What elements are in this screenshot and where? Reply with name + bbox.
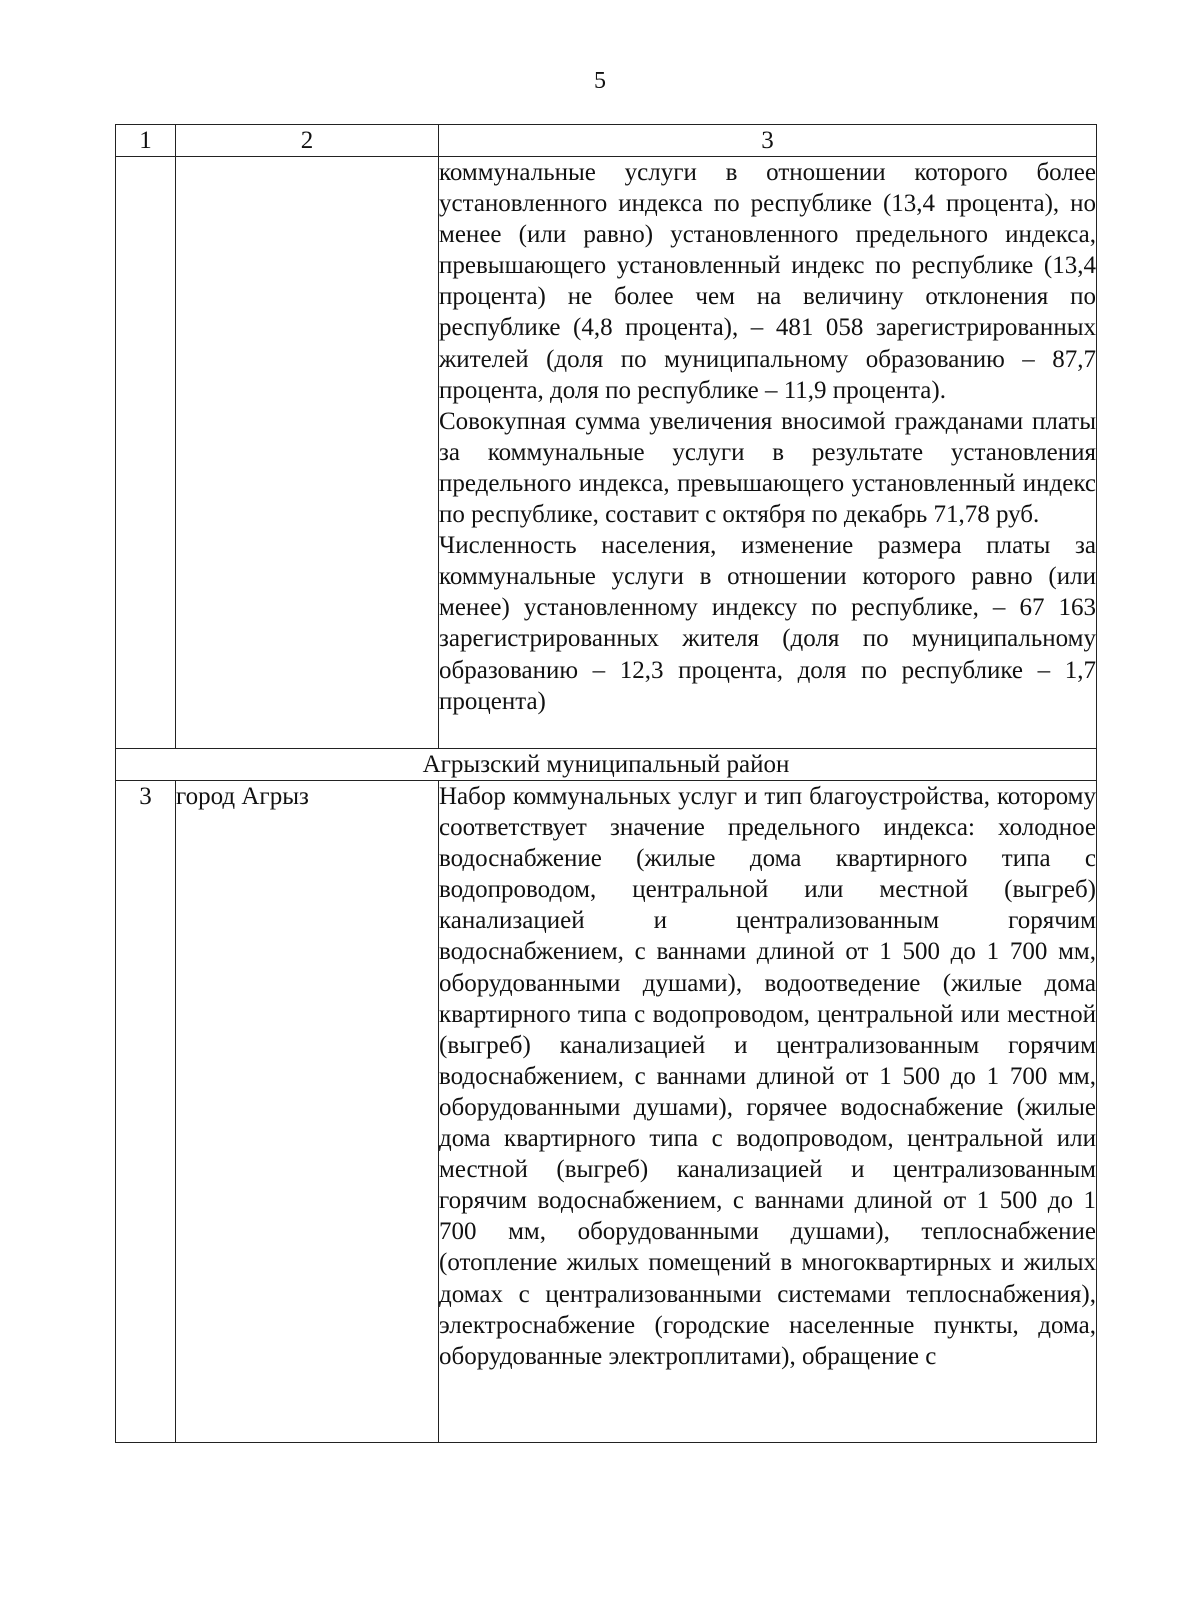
cell-number-empty <box>116 157 176 749</box>
document-table <box>115 124 1097 1443</box>
paragraph: Совокупная сумма увеличения вносимой гражданами платы за коммунальные услуги в результате установления предельного индекса, превышающего установленный индекс по республике, составит с октября по декабрь 71,78 руб. <box>439 407 1096 529</box>
header-col-1: 1 <box>116 125 176 157</box>
district-name: Агрызский муниципальный район <box>116 749 1097 781</box>
table-header-row <box>116 125 1097 157</box>
paragraph: Набор коммунальных услуг и тип благоустройства, которому соответствует значение предельного индекса: холодное водоснабжение (жилые дома квартирного типа с водопроводом, центральной или местной (выгреб) канализацией и централизованным горячим водоснабжением, с ваннами длиной от 1 500 до 1 700 мм, оборудованными душами), водоотведение (жилые дома квартирного типа с водопроводом, центральной или местной (выгреб) канализацией и централизованным горячим водоснабжением, с ваннами длиной от 1 500 до 1 700 мм, оборудованными душами), горячее водоснабжение (жилые дома квартирного типа с водопроводом, центральной или местной (выгреб) канализацией и централизованным горячим водоснабжением, с ваннами длиной от 1 500 до 1 700 мм, оборудованными душами), теплоснабжение (отопление жилых помещений в многоквартирных и жилых домах с централизованными системами теплоснабжения), электроснабжение (городские населенные пункты, дома, оборудованные электроплитами), обращение с <box>439 783 1096 1370</box>
cell-text-continuation <box>439 157 1097 749</box>
district-row <box>116 749 1097 781</box>
paragraph: Численность населения, изменение размера платы за коммунальные услуги в отношении которого равно (или менее) установленному индексу по республике, – 67 163 зарегистрированных жителя (доля по муниципальному образованию – 12,3 процента, доля по республике – 1,7 процента) <box>439 532 1096 715</box>
cell-text-row-3 <box>439 781 1097 1443</box>
row-number: 3 <box>116 781 176 1443</box>
cell-name-empty <box>176 157 439 749</box>
page-number: 5 <box>594 68 606 94</box>
header-col-2: 2 <box>176 125 439 157</box>
paragraph: коммунальные услуги в отношении которого более установленного индекса по республике (13,4 процента), но менее (или равно) установленного предельного индекса, превышающего установленный индекс по республике (13,4 процента) не более чем на величину отклонения по республике (4,8 процента), – 481 058 зарегистрированных жителей (доля по муниципальному образованию – 87,7 процента, доля по республике – 11,9 процента). <box>439 159 1096 404</box>
table-row-3 <box>116 781 1097 1443</box>
header-col-3: 3 <box>439 125 1097 157</box>
table-row-continuation <box>116 157 1097 749</box>
municipality-name: город Агрыз <box>176 781 439 1443</box>
